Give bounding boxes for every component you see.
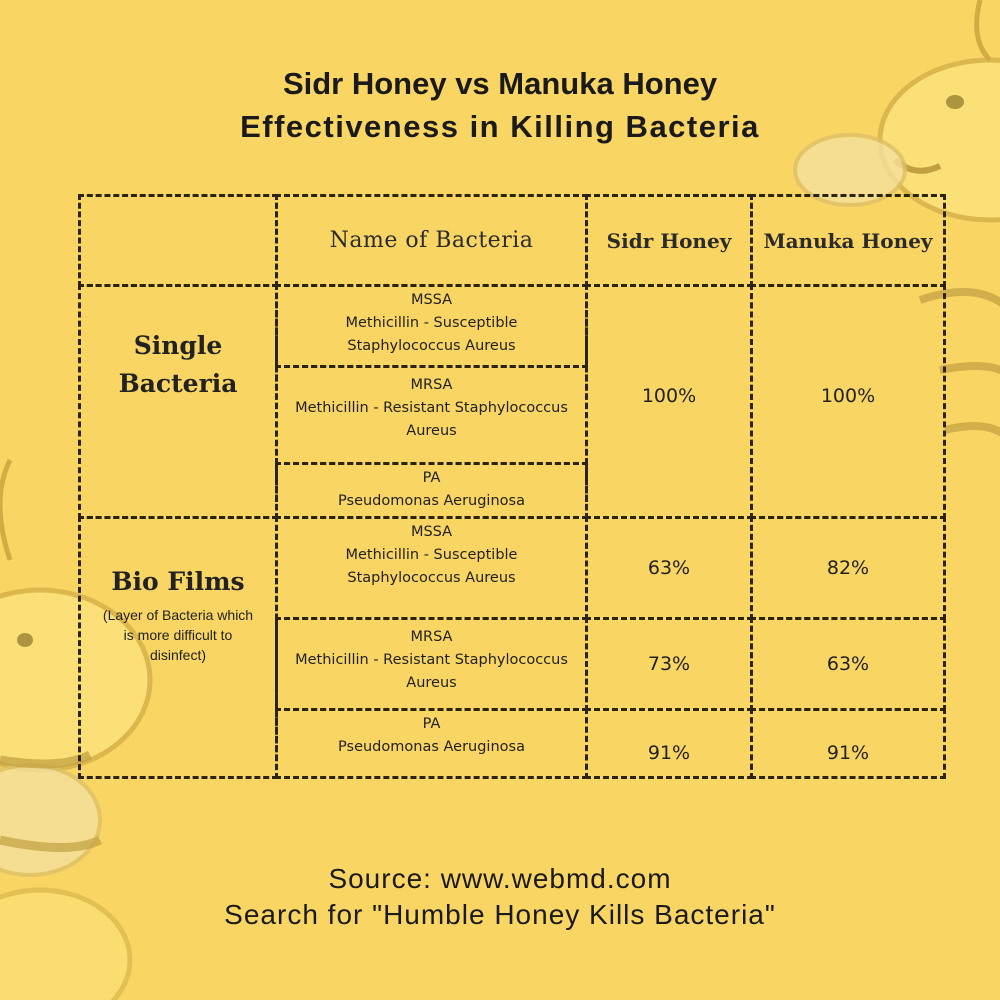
category-biofilms-note-2: is more difficult to — [123, 627, 233, 643]
bacteria-row — [275, 617, 588, 711]
comparison-table — [78, 194, 946, 779]
bacteria-name-line1: Pseudomonas Aeruginosa — [338, 739, 525, 755]
page-title: Sidr Honey vs Manuka Honey — [282, 66, 718, 101]
category-single-bacteria — [78, 284, 278, 519]
manuka-value-cell — [750, 617, 946, 711]
sidr-value: 63% — [647, 557, 691, 579]
bacteria-name-line1: Methicillin - Susceptible — [345, 547, 518, 563]
bacteria-name-line1: Methicillin - Resistant Staphylococcus — [295, 400, 568, 416]
sidr-value: 91% — [647, 742, 691, 764]
header-bacteria-name — [275, 194, 588, 287]
bacteria-name-line1: Methicillin - Resistant Staphylococcus — [295, 652, 568, 668]
bacteria-abbr: MRSA — [410, 377, 453, 393]
bacteria-name-line2: Aureus — [406, 423, 457, 439]
sidr-value: 100% — [641, 385, 697, 407]
header-empty-cell — [78, 194, 278, 287]
header-bacteria-name-label: Name of Bacteria — [329, 228, 534, 253]
page-subtitle: Effectiveness in Killing Bacteria — [240, 109, 760, 144]
manuka-value: 100% — [820, 385, 876, 407]
bacteria-row — [275, 708, 588, 779]
manuka-value-cell — [750, 516, 946, 620]
bacteria-abbr: MSSA — [410, 524, 453, 540]
header-sidr-label: Sidr Honey — [606, 228, 732, 253]
bacteria-name-line1: Methicillin - Susceptible — [345, 315, 518, 331]
category-biofilms-note-1: (Layer of Bacteria which — [102, 607, 254, 623]
sidr-value-single — [585, 284, 753, 519]
bacteria-abbr: MRSA — [410, 629, 453, 645]
manuka-value: 91% — [826, 742, 870, 764]
sidr-value-cell — [585, 516, 753, 620]
sidr-value: 73% — [647, 653, 691, 675]
category-biofilms-note-3: disinfect) — [149, 647, 207, 663]
bacteria-name-line1: Pseudomonas Aeruginosa — [338, 493, 525, 509]
header-manuka-label: Manuka Honey — [763, 228, 933, 253]
bacteria-row — [275, 462, 588, 519]
bacteria-row — [275, 284, 588, 368]
search-hint: Search for "Humble Honey Kills Bacteria" — [224, 899, 776, 930]
sidr-value-cell — [585, 617, 753, 711]
manuka-value: 82% — [826, 557, 870, 579]
category-bio-films — [78, 516, 278, 779]
manuka-value-single — [750, 284, 946, 519]
bacteria-name-line2: Aureus — [406, 675, 457, 691]
source-citation: Source: www.webmd.com — [328, 863, 672, 894]
category-single-line1: Single — [133, 331, 223, 360]
header-sidr-honey — [585, 194, 753, 287]
bacteria-abbr: MSSA — [410, 292, 453, 308]
bacteria-name-line2: Staphylococcus Aureus — [347, 570, 516, 586]
bacteria-row — [275, 516, 588, 620]
bacteria-name-line2: Staphylococcus Aureus — [347, 338, 516, 354]
bacteria-row — [275, 365, 588, 465]
category-single-line2: Bacteria — [118, 369, 238, 398]
bacteria-abbr: PA — [422, 716, 441, 732]
manuka-value-cell — [750, 708, 946, 779]
category-biofilms-title: Bio Films — [111, 567, 245, 596]
sidr-value-cell — [585, 708, 753, 779]
bacteria-abbr: PA — [422, 470, 441, 486]
manuka-value: 63% — [826, 653, 870, 675]
header-manuka-honey — [750, 194, 946, 287]
